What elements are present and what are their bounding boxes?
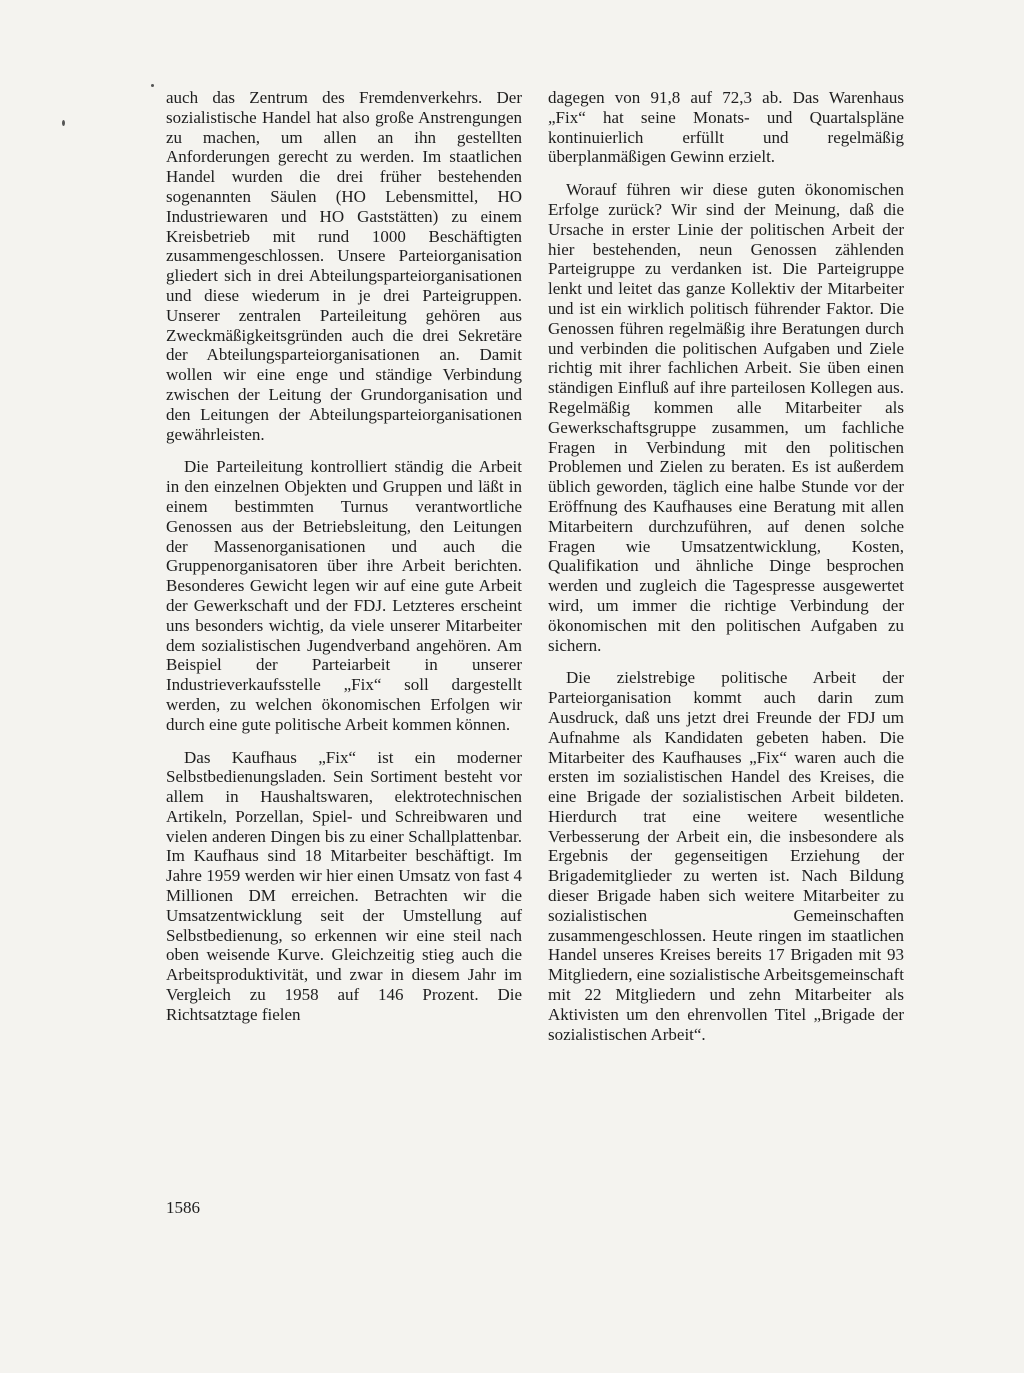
left-paragraph-2: Die Parteileitung kontrolliert ständig die Arbeit in den einzelnen Objekten und Gruppen und läßt in einem bestimmten Turnus verantwortliche Genossen aus der Betriebsleitung, den Leitungen der Massenorganisationen und auch die Gruppenorganisatoren über ihre Arbeit berichten. Besonderes Gewicht legen wir auf eine gute Arbeit der Gewerkschaft und der FDJ. Letzteres erscheint uns besonders wichtig, da viele unserer Mitarbeiter dem sozialistischen Jugendverband angehören. Am Beispiel der Parteiarbeit in unserer Industrieverkaufsstelle „Fix“ soll dargestellt werden, zu welchen ökonomischen Erfolgen wir durch eine gute politische Arbeit kommen können. xyxy=(166,457,522,734)
left-column xyxy=(166,88,522,1038)
left-paragraph-3: Das Kaufhaus „Fix“ ist ein moderner Selbstbedienungsladen. Sein Sortiment besteht vor allem in Haushaltswaren, elektrotechnischen Artikeln, Porzellan, Spiel- und Schreibwaren und vielen anderen Dingen bis zu einer Schallplattenbar. Im Kaufhaus sind 18 Mitarbeiter beschäftigt. Im Jahre 1959 werden wir hier einen Umsatz von fast 4 Millionen DM erreichen. Betrachten wir die Umsatzentwicklung seit der Umstellung auf Selbstbedienung, so erkennen wir eine steil nach oben weisende Kurve. Gleichzeitig stieg auch die Arbeitsproduktivität, und zwar in diesem Jahr im Vergleich zu 1958 auf 146 Prozent. Die Richtsatztage fielen xyxy=(166,747,522,1024)
right-paragraph-2: Worauf führen wir diese guten ökonomischen Erfolge zurück? Wir sind der Meinung, daß die Ursache in erster Linie der politischen Arbeit der hier bestehenden, neun Genossen zählenden Parteigruppe zu verdanken ist. Die Parteigruppe lenkt und leitet das ganze Kollektiv der Mitarbeiter und ist ein wirklich politisch führender Faktor. Die Genossen führen regelmäßig ihre Beratungen durch und verbinden die politischen Aufgaben und Ziele richtig mit ihrer fachlichen Arbeit. Sie üben einen ständigen Einfluß auf ihre parteilosen Kollegen aus. Regelmäßig kommen alle Mitarbeiter als Gewerkschaftsgruppe zusammen, um fachliche Fragen in Verbindung mit den politischen Problemen und Zielen zu beraten. Es ist außerdem üblich geworden, täglich eine halbe Stunde vor der Eröffnung des Kaufhauses eine Beratung mit allen Mitarbeitern durchzuführen, auf denen solche Fragen wie Umsatzentwicklung, Kosten, Qualifikation und ähnliche Dinge besprochen werden und zugleich die Tagespresse ausgewertet wird, um immer die richtige Verbindung der ökonomischen mit den politischen Aufgaben zu sichern. xyxy=(548,180,904,655)
right-column xyxy=(548,88,904,1057)
right-paragraph-1: dagegen von 91,8 auf 72,3 ab. Das Warenhaus „Fix“ hat seine Monats- und Quartalspläne kontinuierlich erfüllt und regelmäßig überplanmäßigen Gewinn erzielt. xyxy=(548,88,904,167)
left-paragraph-1: auch das Zentrum des Fremdenverkehrs. Der sozialistische Handel hat also große Anstrengungen zu machen, um allen an ihn gestellten Anforderungen gerecht zu werden. Im staatlichen Handel wurden die drei früher bestehenden sogenannten Säulen (HO Lebensmittel, HO Industriewaren und HO Gaststätten) zu einem Kreisbetrieb mit rund 1000 Beschäftigten zusammengeschlossen. Unsere Parteiorganisation gliedert sich in drei Abteilungsparteiorganisationen und diese wiederum in je drei Parteigruppen. Unserer zentralen Parteileitung gehören aus Zweckmäßigkeitsgründen auch die drei Sekretäre der Abteilungsparteiorganisationen an. Damit wollen wir eine enge und ständige Verbindung zwischen der Leitung der Grundorganisation und den Leitungen der Abteilungsparteiorganisationen gewährleisten. xyxy=(166,88,522,444)
print-speck xyxy=(151,84,154,87)
right-paragraph-3: Die zielstrebige politische Arbeit der Parteiorganisation kommt auch darin zum Ausdruck, daß uns jetzt drei Freunde der FDJ um Aufnahme als Kandidaten gebeten haben. Die Mitarbeiter des Kaufhauses „Fix“ waren auch die ersten im sozialistischen Handel des Kreises, die eine Brigade der sozialistischen Arbeit bildeten. Hierdurch trat eine weitere wesentliche Verbesserung der Arbeit ein, die insbesondere als Ergebnis der gegenseitigen Erziehung der Brigademitglieder zu werten ist. Nach Bildung dieser Brigade haben sich weitere Mitarbeiter zu sozialistischen Gemeinschaften zusammengeschlossen. Heute ringen im staatlichen Handel unseres Kreises bereits 17 Brigaden mit 93 Mitgliedern, eine sozialistische Arbeitsgemeinschaft mit 22 Mitgliedern und zehn Mitarbeiter als Aktivisten um den ehrenvollen Titel „Brigade der sozialistischen Arbeit“. xyxy=(548,668,904,1044)
print-speck xyxy=(62,120,65,126)
page-number: 1586 xyxy=(166,1198,200,1217)
